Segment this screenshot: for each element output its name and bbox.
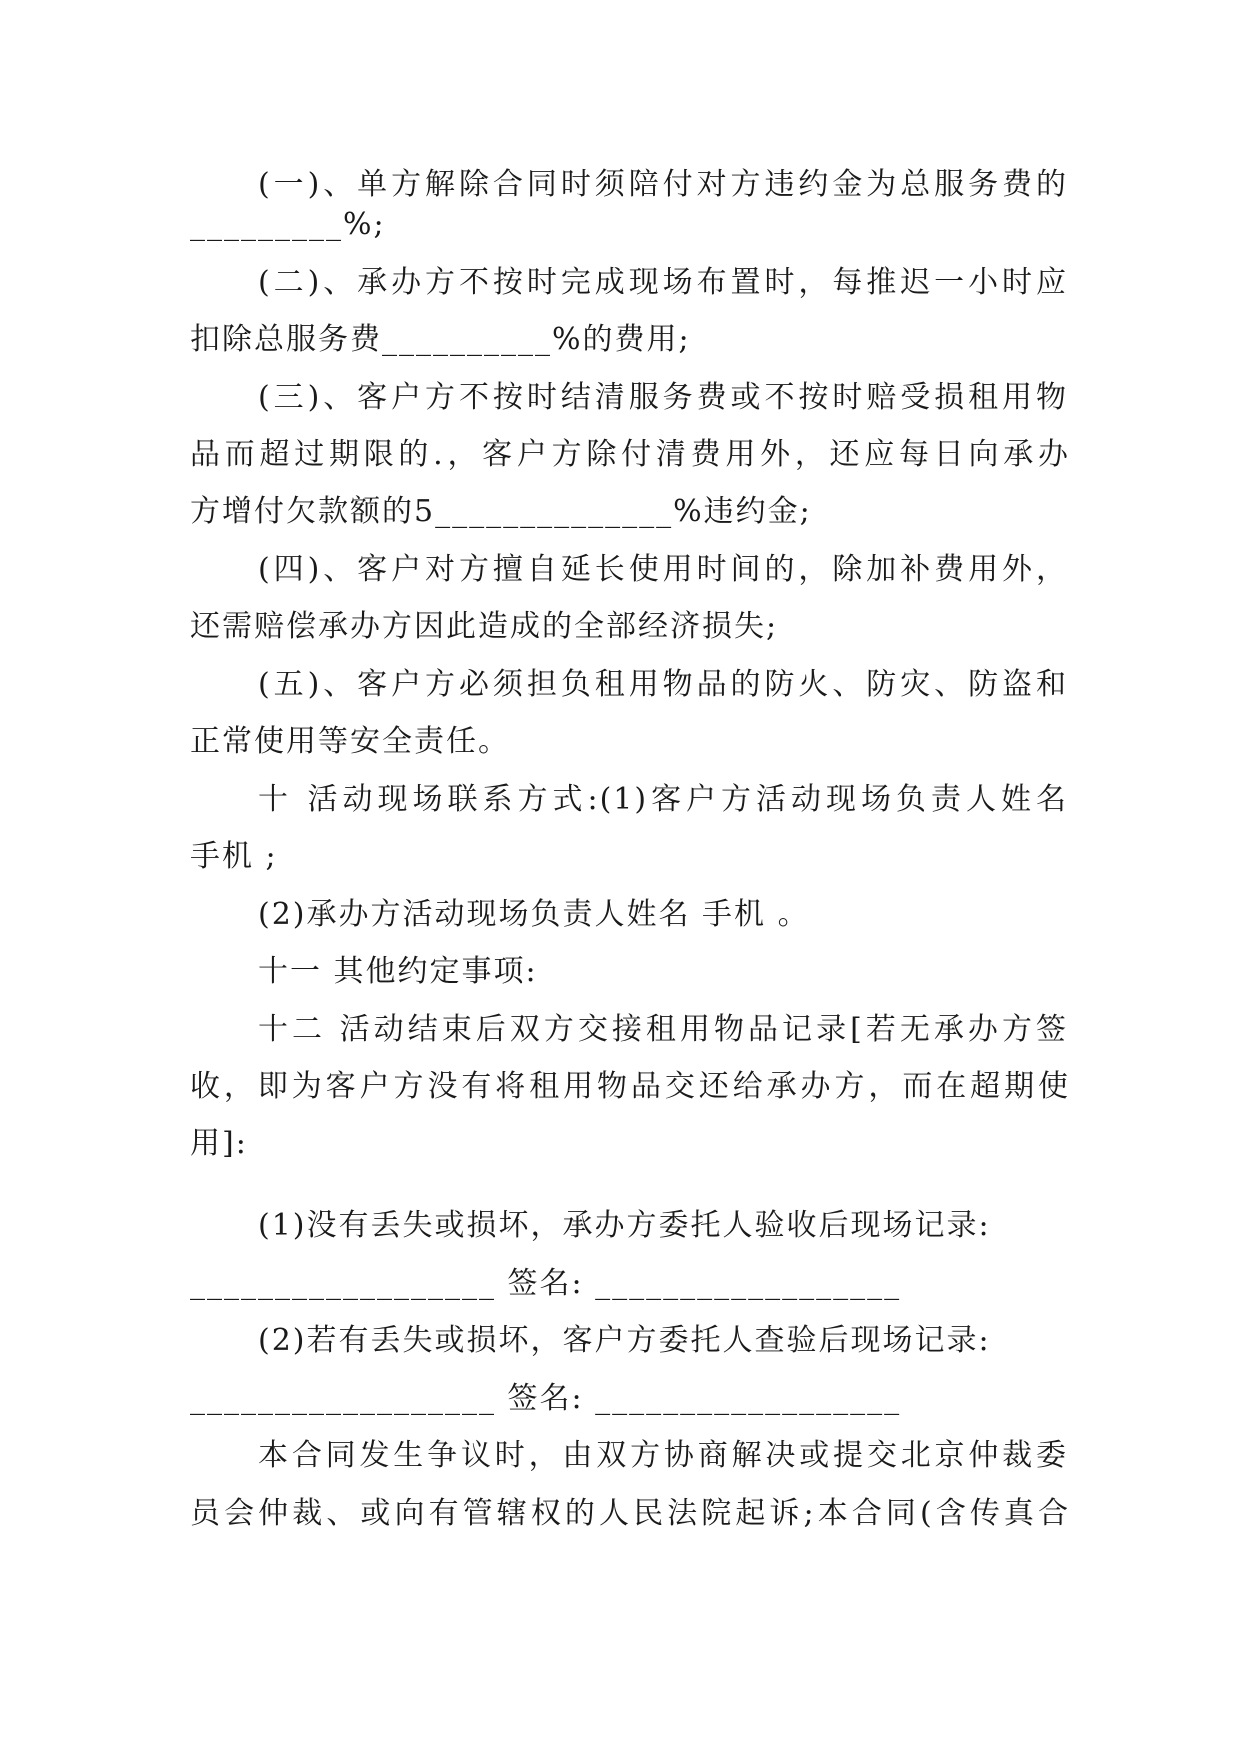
- text-line-7: 方增付欠款额的5______________%违约金;: [190, 494, 812, 529]
- text-line-15: 十一 其他约定事项:: [258, 954, 538, 989]
- text-line-2: _________%;: [190, 207, 386, 242]
- text-line-8: (四)、客户对方擅自延长使用时间的，除加补费用外，: [258, 552, 1068, 587]
- text-line-17: 收，即为客户方没有将租用物品交还给承办方，而在超期使: [190, 1069, 1070, 1104]
- text-line-9: 还需赔偿承办方因此造成的全部经济损失;: [190, 609, 779, 644]
- text-line-13: 手机 ;: [190, 839, 278, 874]
- text-line-22: 员会仲裁、或向有管辖权的人民法院起诉;本合同(含传真合: [190, 1496, 1070, 1531]
- signature-line-1: __________________ 签名: __________________: [190, 1266, 902, 1301]
- text-line-1: (一)、单方解除合同时须陪付对方违约金为总服务费的: [258, 167, 1068, 202]
- text-line-10: (五)、客户方必须担负租用物品的防火、防灾、防盗和: [258, 667, 1068, 702]
- text-line-16: 十二 活动结束后双方交接租用物品记录[若无承办方签: [258, 1012, 1068, 1047]
- text-line-6: 品而超过期限的.，客户方除付清费用外，还应每日向承办: [190, 437, 1070, 472]
- text-line-18: 用]:: [190, 1126, 248, 1161]
- text-line-21: 本合同发生争议时，由双方协商解决或提交北京仲裁委: [258, 1438, 1068, 1473]
- signature-line-2: __________________ 签名: __________________: [190, 1381, 902, 1416]
- text-line-19: (1)没有丢失或损坏，承办方委托人验收后现场记录:: [258, 1208, 991, 1243]
- text-line-20: (2)若有丢失或损坏，客户方委托人查验后现场记录:: [258, 1323, 991, 1358]
- text-line-5: (三)、客户方不按时结清服务费或不按时赔受损租用物: [258, 380, 1068, 415]
- text-line-14: (2)承办方活动现场负责人姓名 手机 。: [258, 897, 810, 932]
- text-line-4: 扣除总服务费__________%的费用;: [190, 322, 691, 357]
- text-line-12: 十 活动现场联系方式:(1)客户方活动现场负责人姓名: [258, 782, 1068, 817]
- text-line-11: 正常使用等安全责任。: [190, 724, 510, 759]
- text-line-3: (二)、承办方不按时完成现场布置时，每推迟一小时应: [258, 265, 1068, 300]
